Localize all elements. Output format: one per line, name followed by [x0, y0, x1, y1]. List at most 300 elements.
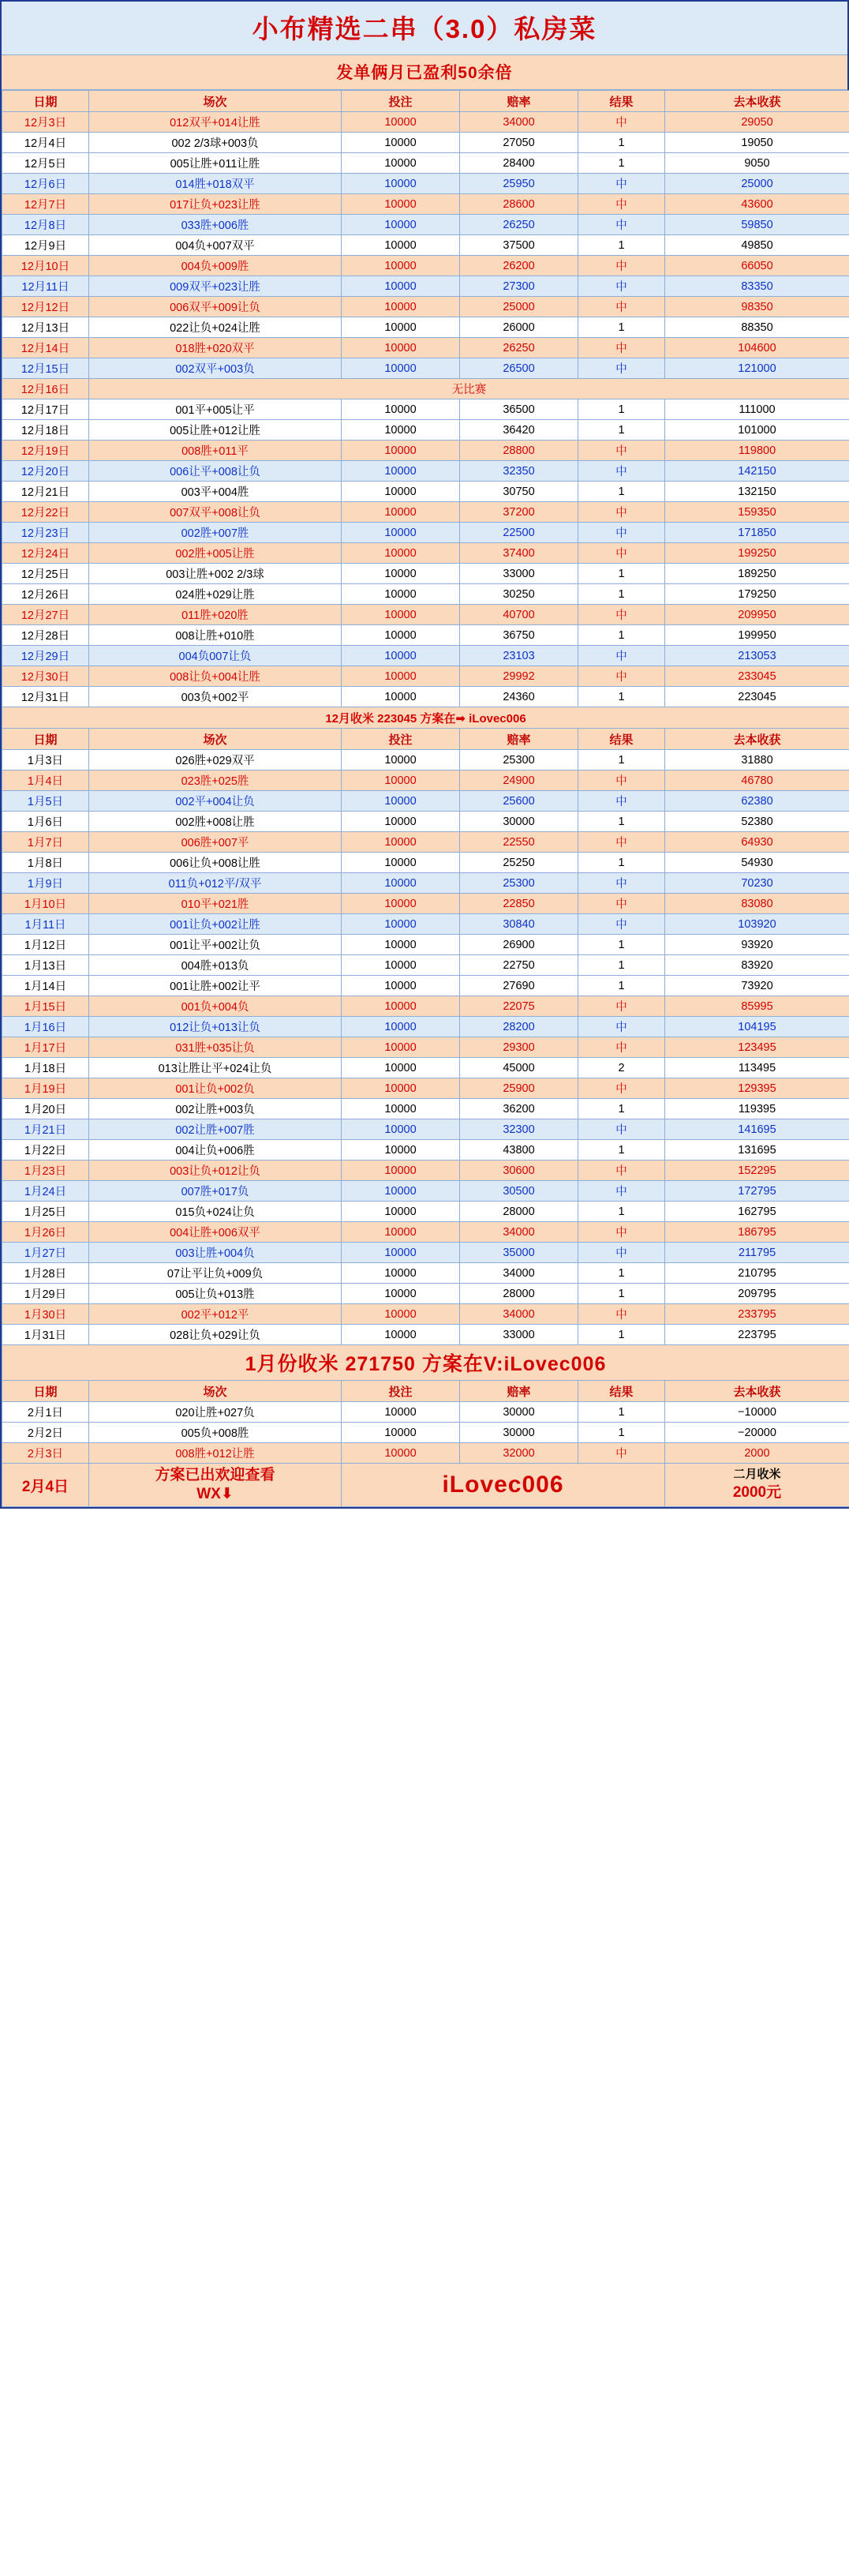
cell-profit: 233045: [665, 666, 849, 687]
cell-profit: 223045: [665, 687, 849, 707]
cell-match: 008胜+011平: [89, 441, 342, 461]
column-header-1: 场次: [89, 729, 342, 750]
cell-profit: 210795: [665, 1263, 849, 1284]
sheet-subtitle-bar: [2, 55, 847, 90]
table-row: [2, 112, 849, 133]
cell-bet: 10000: [342, 297, 460, 317]
cell-profit: 171850: [665, 523, 849, 543]
table-row: [2, 771, 849, 791]
table-row: [2, 379, 849, 399]
cell-profit: 199250: [665, 543, 849, 564]
cell-date: 12月6日: [2, 174, 89, 194]
cell-bet: 10000: [342, 584, 460, 605]
cell-match: 002平+012平: [89, 1304, 342, 1325]
cell-profit: 233795: [665, 1304, 849, 1325]
cell-odds: 28800: [460, 441, 578, 461]
cell-date: 12月30日: [2, 666, 89, 687]
cell-bet: 10000: [342, 502, 460, 523]
cell-result: 中: [578, 215, 665, 235]
section-summary-row: [2, 1345, 849, 1381]
cell-date: 12月7日: [2, 194, 89, 215]
cell-bet: 10000: [342, 338, 460, 358]
cell-bet: 10000: [342, 935, 460, 955]
footer-plan-line2: WX⬇: [196, 1486, 234, 1502]
cell-result: 1: [578, 399, 665, 420]
cell-odds: 22500: [460, 523, 578, 543]
cell-date: 12月4日: [2, 133, 89, 153]
table-row: [2, 543, 849, 564]
cell-profit: 103920: [665, 914, 849, 935]
cell-profit: −10000: [665, 1402, 849, 1423]
cell-date: 1月31日: [2, 1325, 89, 1345]
cell-profit: 142150: [665, 461, 849, 482]
cell-bet: 10000: [342, 646, 460, 666]
cell-profit: 2000: [665, 1443, 849, 1464]
cell-result: 中: [578, 914, 665, 935]
cell-date: 12月9日: [2, 235, 89, 256]
cell-match: 003让胜+002 2/3球: [89, 564, 342, 584]
table-row: [2, 1284, 849, 1304]
table-row: [2, 1325, 849, 1345]
cell-match: 013让胜让平+024让负: [89, 1058, 342, 1078]
cell-bet: 10000: [342, 625, 460, 646]
cell-bet: 10000: [342, 687, 460, 707]
cell-profit: 223795: [665, 1325, 849, 1345]
cell-bet: 10000: [342, 1037, 460, 1058]
column-header-2: 投注: [342, 91, 460, 112]
cell-odds: 25000: [460, 297, 578, 317]
cell-result: 1: [578, 750, 665, 771]
cell-date: 12月27日: [2, 605, 89, 625]
cell-match: 005负+008胜: [89, 1423, 342, 1443]
cell-match: 004胜+013负: [89, 955, 342, 976]
cell-result: 1: [578, 1263, 665, 1284]
cell-profit: 111000: [665, 399, 849, 420]
table-row: [2, 1222, 849, 1243]
cell-profit: 123495: [665, 1037, 849, 1058]
cell-bet: 10000: [342, 276, 460, 297]
cell-bet: 10000: [342, 1140, 460, 1161]
cell-match: 002平+004让负: [89, 791, 342, 812]
cell-odds: 24360: [460, 687, 578, 707]
table-header-row: [2, 729, 849, 750]
cell-odds: 32300: [460, 1119, 578, 1140]
cell-result: 1: [578, 976, 665, 996]
cell-profit: 159350: [665, 502, 849, 523]
cell-match: 002双平+003负: [89, 358, 342, 379]
column-header-3: 赔率: [460, 91, 578, 112]
cell-date: 1月16日: [2, 1017, 89, 1037]
table-row: [2, 687, 849, 707]
cell-result: 1: [578, 317, 665, 338]
cell-odds: 30600: [460, 1161, 578, 1181]
cell-date: 1月24日: [2, 1181, 89, 1202]
cell-odds: 45000: [460, 1058, 578, 1078]
cell-bet: 10000: [342, 1078, 460, 1099]
cell-date: 12月25日: [2, 564, 89, 584]
cell-result: 1: [578, 133, 665, 153]
cell-result: 中: [578, 1161, 665, 1181]
column-header-3: 赔率: [460, 729, 578, 750]
cell-profit: 62380: [665, 791, 849, 812]
cell-result: 中: [578, 996, 665, 1017]
cell-date: 1月28日: [2, 1263, 89, 1284]
table-header-row: [2, 1381, 849, 1402]
cell-date: 12月3日: [2, 112, 89, 133]
cell-date: 1月21日: [2, 1119, 89, 1140]
table-row: [2, 1140, 849, 1161]
cell-bet: 10000: [342, 1284, 460, 1304]
column-header-2: 投注: [342, 1381, 460, 1402]
cell-odds: 25900: [460, 1078, 578, 1099]
table-row: [2, 1443, 849, 1464]
cell-match: 031胜+035让负: [89, 1037, 342, 1058]
cell-match: 002让胜+003负: [89, 1099, 342, 1119]
cell-result: 中: [578, 543, 665, 564]
cell-bet: 10000: [342, 358, 460, 379]
cell-profit: 104600: [665, 338, 849, 358]
cell-match: 005让负+013胜: [89, 1284, 342, 1304]
cell-odds: 34000: [460, 112, 578, 133]
cell-profit: 25000: [665, 174, 849, 194]
cell-result: 1: [578, 625, 665, 646]
cell-match: 011胜+020胜: [89, 605, 342, 625]
cell-match: 018胜+020双平: [89, 338, 342, 358]
cell-bet: 10000: [342, 750, 460, 771]
cell-bet: 10000: [342, 853, 460, 873]
cell-date: 12月24日: [2, 543, 89, 564]
cell-match: 007胜+017负: [89, 1181, 342, 1202]
cell-bet: 10000: [342, 605, 460, 625]
column-header-2: 投注: [342, 729, 460, 750]
cell-date: 1月23日: [2, 1161, 89, 1181]
cell-bet: 10000: [342, 771, 460, 791]
cell-result: 中: [578, 1078, 665, 1099]
cell-profit: 66050: [665, 256, 849, 276]
cell-result: 中: [578, 523, 665, 543]
cell-odds: 23103: [460, 646, 578, 666]
table-row: [2, 1058, 849, 1078]
cell-match: 014胜+018双平: [89, 174, 342, 194]
cell-profit: 131695: [665, 1140, 849, 1161]
cell-bet: 10000: [342, 215, 460, 235]
cell-bet: 10000: [342, 1304, 460, 1325]
table-row: [2, 194, 849, 215]
cell-bet: 10000: [342, 133, 460, 153]
cell-bet: 10000: [342, 523, 460, 543]
cell-bet: 10000: [342, 235, 460, 256]
cell-result: 中: [578, 441, 665, 461]
cell-match: 020让胜+027负: [89, 1402, 342, 1423]
cell-odds: 35000: [460, 1243, 578, 1263]
cell-bet: 10000: [342, 1181, 460, 1202]
cell-match: 006让负+008让胜: [89, 853, 342, 873]
cell-date: 12月19日: [2, 441, 89, 461]
cell-profit: 199950: [665, 625, 849, 646]
cell-date: 1月20日: [2, 1099, 89, 1119]
table-row: [2, 1263, 849, 1284]
cell-profit: 98350: [665, 297, 849, 317]
cell-date: 12月17日: [2, 399, 89, 420]
cell-profit: 119800: [665, 441, 849, 461]
footer-plan-note: [89, 1464, 342, 1507]
cell-profit: 9050: [665, 153, 849, 174]
cell-date: 1月9日: [2, 873, 89, 894]
cell-odds: 28000: [460, 1284, 578, 1304]
cell-result: 中: [578, 666, 665, 687]
cell-profit: 162795: [665, 1202, 849, 1222]
cell-bet: 10000: [342, 914, 460, 935]
cell-result: 中: [578, 276, 665, 297]
table-row: [2, 646, 849, 666]
table-row: [2, 482, 849, 502]
table-row: [2, 441, 849, 461]
cell-match: 004负+009胜: [89, 256, 342, 276]
cell-profit: 49850: [665, 235, 849, 256]
cell-odds: 30000: [460, 1402, 578, 1423]
cell-profit: 152295: [665, 1161, 849, 1181]
cell-odds: 25600: [460, 791, 578, 812]
cell-bet: 10000: [342, 873, 460, 894]
cell-match: 004负007让负: [89, 646, 342, 666]
cell-bet: 10000: [342, 1423, 460, 1443]
cell-date: 1月10日: [2, 894, 89, 914]
cell-result: 中: [578, 1017, 665, 1037]
table-row: [2, 215, 849, 235]
cell-odds: 34000: [460, 1304, 578, 1325]
cell-result: 中: [578, 1037, 665, 1058]
cell-odds: 33000: [460, 1325, 578, 1345]
cell-match: 008胜+012让胜: [89, 1443, 342, 1464]
cell-bet: 10000: [342, 791, 460, 812]
cell-result: 1: [578, 1325, 665, 1345]
cell-match: 001让负+002负: [89, 1078, 342, 1099]
cell-odds: 32350: [460, 461, 578, 482]
cell-odds: 22075: [460, 996, 578, 1017]
cell-odds: 36500: [460, 399, 578, 420]
cell-result: 中: [578, 174, 665, 194]
cell-match: 002胜+007胜: [89, 523, 342, 543]
table-row: [2, 812, 849, 832]
cell-match: 003让胜+004负: [89, 1243, 342, 1263]
cell-profit: 46780: [665, 771, 849, 791]
cell-bet: 10000: [342, 1325, 460, 1345]
cell-date: 1月14日: [2, 976, 89, 996]
cell-profit: 29050: [665, 112, 849, 133]
cell-bet: 10000: [342, 666, 460, 687]
table-row: [2, 1017, 849, 1037]
cell-result: 1: [578, 584, 665, 605]
table-row: [2, 976, 849, 996]
cell-profit: 83350: [665, 276, 849, 297]
cell-result: 中: [578, 297, 665, 317]
cell-odds: 28600: [460, 194, 578, 215]
cell-date: 12月12日: [2, 297, 89, 317]
cell-match: 005让胜+011让胜: [89, 153, 342, 174]
cell-date: 12月11日: [2, 276, 89, 297]
cell-profit: 213053: [665, 646, 849, 666]
section-summary-text: 1月份收米 271750 方案在V:iLovec006: [2, 1345, 849, 1381]
cell-date: 12月16日: [2, 379, 89, 399]
cell-result: 1: [578, 935, 665, 955]
cell-match: 003让负+012让负: [89, 1161, 342, 1181]
cell-date: 2月3日: [2, 1443, 89, 1464]
cell-profit: 211795: [665, 1243, 849, 1263]
table-row: [2, 358, 849, 379]
cell-profit: −20000: [665, 1423, 849, 1443]
cell-odds: 25300: [460, 750, 578, 771]
cell-bet: 10000: [342, 256, 460, 276]
table-row: [2, 317, 849, 338]
cell-result: 1: [578, 564, 665, 584]
footer-wechat-id[interactable]: iLovec006: [342, 1464, 665, 1507]
cell-odds: 25950: [460, 174, 578, 194]
table-row: [2, 564, 849, 584]
cell-bet: 10000: [342, 1443, 460, 1464]
results-table: [2, 90, 849, 1507]
footer-total-label: 二月收米: [733, 1468, 781, 1482]
table-row: [2, 133, 849, 153]
cell-match: 006胜+007平: [89, 832, 342, 853]
table-row: [2, 523, 849, 543]
cell-profit: 83080: [665, 894, 849, 914]
cell-date: 12月22日: [2, 502, 89, 523]
cell-date: 1月4日: [2, 771, 89, 791]
cell-odds: 26000: [460, 317, 578, 338]
cell-result: 中: [578, 358, 665, 379]
cell-odds: 34000: [460, 1263, 578, 1284]
table-row: [2, 256, 849, 276]
table-row: [2, 1078, 849, 1099]
cell-result: 中: [578, 502, 665, 523]
cell-profit: 70230: [665, 873, 849, 894]
cell-match: 024胜+029让胜: [89, 584, 342, 605]
table-row: [2, 276, 849, 297]
cell-bet: 10000: [342, 461, 460, 482]
column-header-5: 去本收获: [665, 91, 849, 112]
cell-profit: 186795: [665, 1222, 849, 1243]
cell-match: 012双平+014让胜: [89, 112, 342, 133]
cell-profit: 31880: [665, 750, 849, 771]
cell-bet: 10000: [342, 1402, 460, 1423]
cell-match: 015负+024让负: [89, 1202, 342, 1222]
cell-odds: 22850: [460, 894, 578, 914]
page-subtitle: 发单俩月已盈利50余倍: [336, 64, 513, 82]
cell-bet: 10000: [342, 153, 460, 174]
cell-odds: 30250: [460, 584, 578, 605]
cell-bet: 10000: [342, 832, 460, 853]
column-header-4: 结果: [578, 91, 665, 112]
cell-bet: 10000: [342, 564, 460, 584]
cell-bet: 10000: [342, 112, 460, 133]
cell-bet: 10000: [342, 194, 460, 215]
cell-odds: 27050: [460, 133, 578, 153]
cell-bet: 10000: [342, 1161, 460, 1181]
cell-result: 中: [578, 1222, 665, 1243]
footer-row: [2, 1464, 849, 1507]
cell-odds: 24900: [460, 771, 578, 791]
cell-profit: 54930: [665, 853, 849, 873]
cell-date: 1月8日: [2, 853, 89, 873]
table-row: [2, 1181, 849, 1202]
cell-match: 001让胜+002让平: [89, 976, 342, 996]
cell-match: 002让胜+007胜: [89, 1119, 342, 1140]
column-header-1: 场次: [89, 91, 342, 112]
cell-match: 004让负+006胜: [89, 1140, 342, 1161]
cell-bet: 10000: [342, 976, 460, 996]
cell-result: 1: [578, 1099, 665, 1119]
cell-bet: 10000: [342, 1243, 460, 1263]
cell-bet: 10000: [342, 174, 460, 194]
cell-date: 1月30日: [2, 1304, 89, 1325]
cell-match: 010平+021胜: [89, 894, 342, 914]
cell-match: 028让负+029让负: [89, 1325, 342, 1345]
cell-profit: 43600: [665, 194, 849, 215]
cell-result: 1: [578, 420, 665, 441]
cell-profit: 209950: [665, 605, 849, 625]
cell-result: 中: [578, 605, 665, 625]
cell-result: 1: [578, 812, 665, 832]
cell-odds: 33000: [460, 564, 578, 584]
cell-result: 1: [578, 955, 665, 976]
table-header-row: [2, 91, 849, 112]
cell-odds: 29992: [460, 666, 578, 687]
cell-match: 022让负+024让胜: [89, 317, 342, 338]
section-summary-text: 12月收米 223045 方案在➡ iLovec006: [2, 707, 849, 729]
cell-match: 006双平+009让负: [89, 297, 342, 317]
cell-profit: 104195: [665, 1017, 849, 1037]
table-row: [2, 853, 849, 873]
column-header-5: 去本收获: [665, 729, 849, 750]
cell-date: 12月18日: [2, 420, 89, 441]
cell-date: 1月7日: [2, 832, 89, 853]
cell-profit: 101000: [665, 420, 849, 441]
table-row: [2, 914, 849, 935]
cell-date: 1月13日: [2, 955, 89, 976]
cell-date: 2月1日: [2, 1402, 89, 1423]
cell-date: 12月5日: [2, 153, 89, 174]
cell-result: 1: [578, 853, 665, 873]
cell-odds: 30000: [460, 1423, 578, 1443]
cell-date: 12月13日: [2, 317, 89, 338]
cell-profit: 73920: [665, 976, 849, 996]
cell-profit: 119395: [665, 1099, 849, 1119]
cell-profit: 179250: [665, 584, 849, 605]
cell-profit: 88350: [665, 317, 849, 338]
cell-odds: 37400: [460, 543, 578, 564]
column-header-4: 结果: [578, 1381, 665, 1402]
table-row: [2, 750, 849, 771]
table-row: [2, 894, 849, 914]
cell-date: 12月28日: [2, 625, 89, 646]
cell-odds: 30840: [460, 914, 578, 935]
cell-match: 07让平让负+009负: [89, 1263, 342, 1284]
cell-result: 中: [578, 1304, 665, 1325]
cell-date: 12月14日: [2, 338, 89, 358]
cell-date: 1月19日: [2, 1078, 89, 1099]
table-row: [2, 1243, 849, 1263]
cell-odds: 22750: [460, 955, 578, 976]
cell-match: 004让胜+006双平: [89, 1222, 342, 1243]
cell-bet: 10000: [342, 1099, 460, 1119]
cell-date: 12月23日: [2, 523, 89, 543]
cell-profit: 85995: [665, 996, 849, 1017]
cell-bet: 10000: [342, 1222, 460, 1243]
cell-date: 12月15日: [2, 358, 89, 379]
cell-match: 006让平+008让负: [89, 461, 342, 482]
column-header-1: 场次: [89, 1381, 342, 1402]
cell-date: 12月20日: [2, 461, 89, 482]
